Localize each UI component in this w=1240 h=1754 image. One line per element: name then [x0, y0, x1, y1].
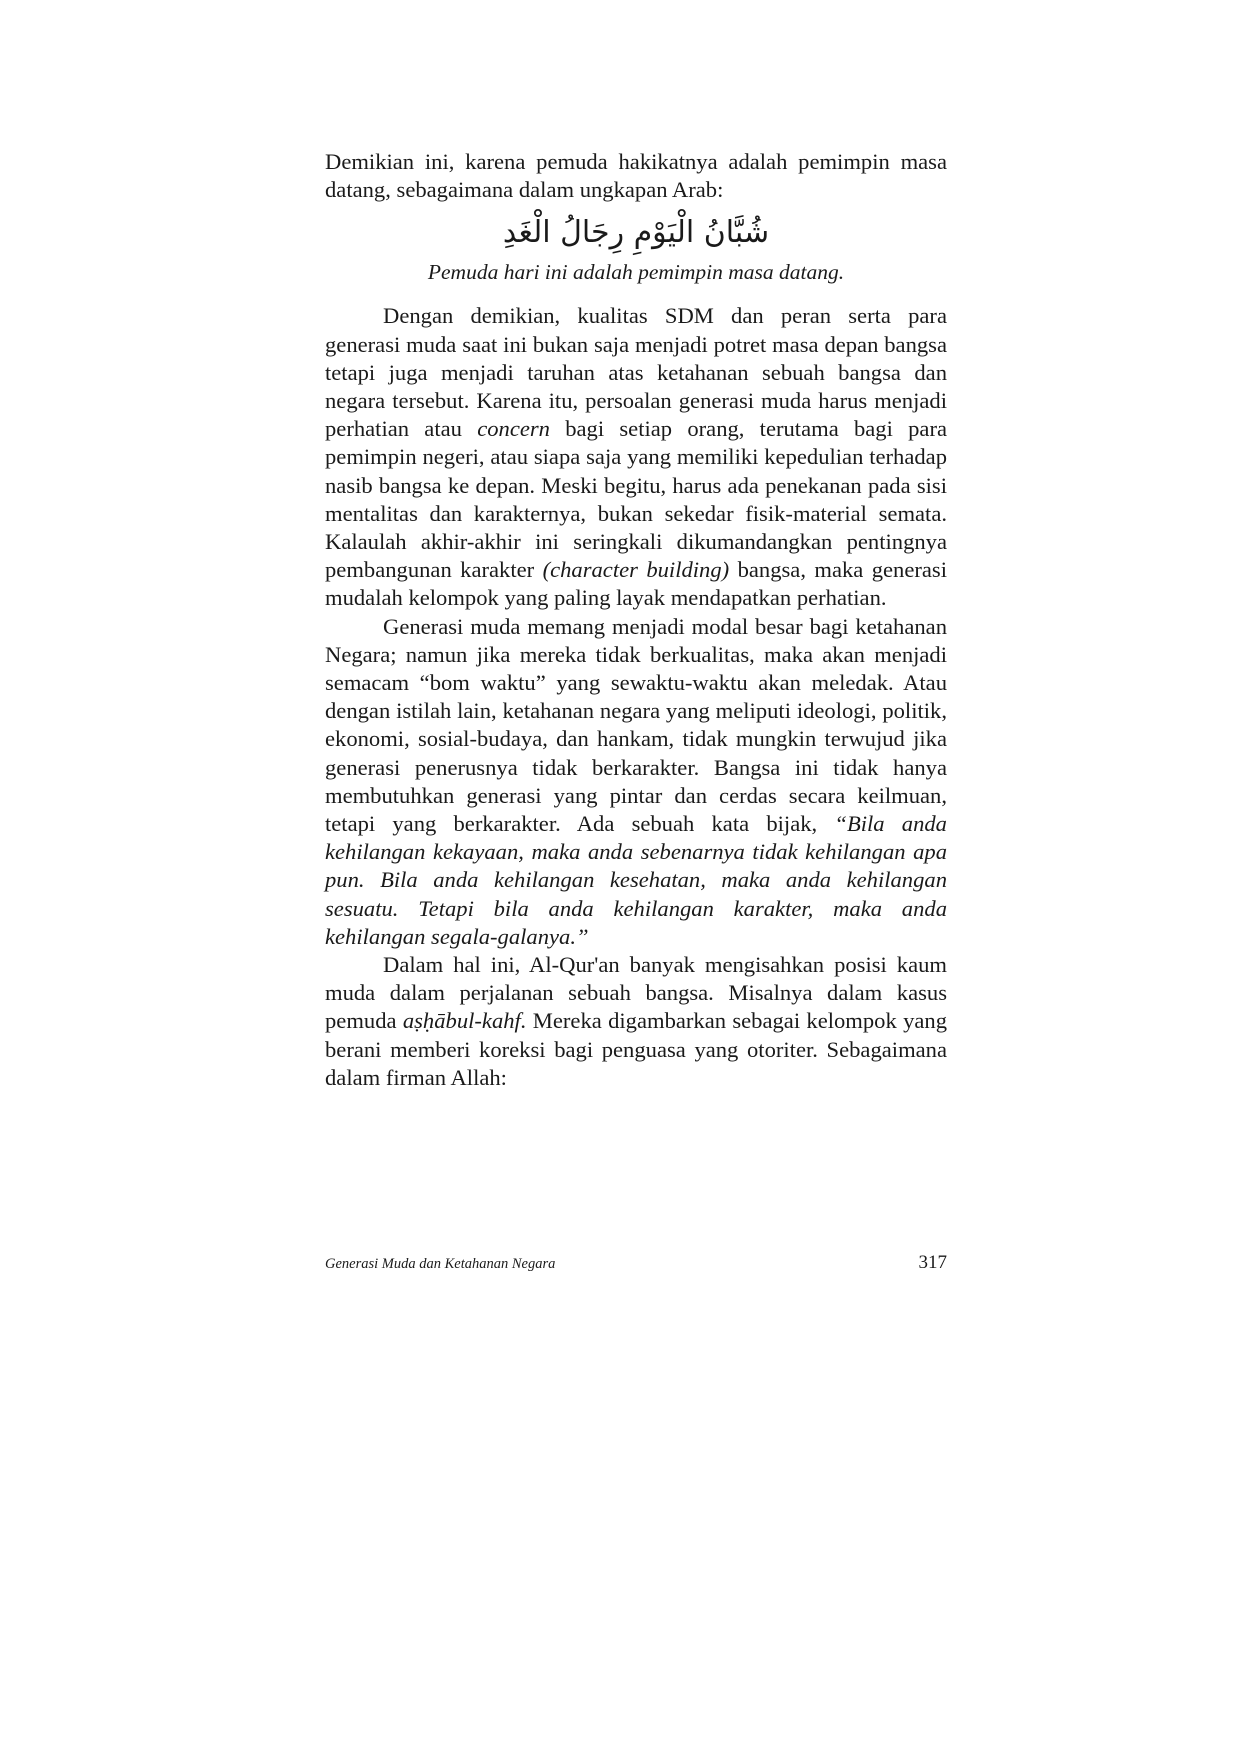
paragraph-quality-part3: bangsa, maka generasi mudalah kelompok yang paling layak mendapatkan perhatian. [325, 557, 947, 611]
running-title: Generasi Muda dan Ketahanan Negara [325, 1256, 556, 1272]
page-body [325, 148, 947, 1092]
paragraph-intro-text: Demikian ini, karena pemuda hakikatnya adalah pemimpin masa datang, sebagaimana dalam ungkapan Arab: [325, 149, 947, 203]
page-footer [325, 1252, 947, 1282]
paragraph-quality-part2: bagi setiap orang, terutama bagi para pemimpin negeri, atau siapa saja yang memiliki kepedulian terhadap nasib bangsa ke depan. Meski begitu, harus ada penekanan pada sisi mentalitas dan karakternya, bukan sekedar fisik-material semata. Kalaulah akhir-akhir ini seringkali dikumandangkan pentingnya pembangunan karakter [325, 416, 947, 583]
term-character-building: (character building) [542, 557, 730, 583]
term-concern: concern [477, 416, 550, 442]
page-number: 317 [918, 1252, 947, 1273]
paragraph-intro [325, 148, 947, 204]
paragraph-resilience [325, 613, 947, 951]
paragraph-quran-part1: Dalam hal ini, Al-Qur'an banyak mengisahkan posisi kaum muda dalam perjalanan sebuah bangsa. Misalnya dalam kasus pemuda [325, 952, 947, 1034]
arabic-quote: شُبَّانُ الْيَوْمِ رِجَالُ الْغَدِ [502, 215, 770, 251]
paragraph-resilience-part1: Generasi muda memang menjadi modal besar bagi ketahanan Negara; namun jika mereka tidak berkualitas, maka akan menjadi semacam “bom waktu” yang sewaktu-waktu akan meledak. Atau dengan istilah lain, ketahanan negara yang meliputi ideologi, politik, ekonomi, sosial-budaya, dan hankam, tidak mungkin terwujud jika generasi penerusnya tidak berkarakter. Bangsa ini tidak hanya membutuhkan generasi yang pintar dan cerdas secara keilmuan, tetapi yang berkarakter. Ada sebuah kata bijak, [325, 613, 947, 837]
wise-saying-quote: “Bila anda kehilangan kekayaan, maka anda sebenarnya tidak kehilangan apa pun. Bila anda kehilangan kesehatan, maka anda kehilangan sesuatu. Tetapi bila anda kehilangan karakter, maka anda kehilangan segala-galanya.” [325, 811, 947, 949]
paragraph-quran [325, 951, 947, 1092]
paragraph-quality [325, 302, 947, 612]
paragraph-quality-part1: Dengan demikian, kualitas SDM dan peran serta para generasi muda saat ini bukan saja menjadi potret masa depan bangsa tetapi juga menjadi taruhan atas ketahanan sebuah bangsa dan negara tersebut. Karena itu, persoalan generasi muda harus menjadi perhatian atau [325, 303, 947, 442]
paragraph-quran-part2: Mereka digambarkan sebagai kelompok yang berani memberi koreksi bagi penguasa yang otoriter. Sebagaimana dalam firman Allah: [325, 1008, 948, 1090]
arabic-translation: Pemuda hari ini adalah pemimpin masa datang. [427, 260, 845, 285]
term-ashabul-kahf: aṣḥābul-kahf. [402, 1008, 527, 1034]
